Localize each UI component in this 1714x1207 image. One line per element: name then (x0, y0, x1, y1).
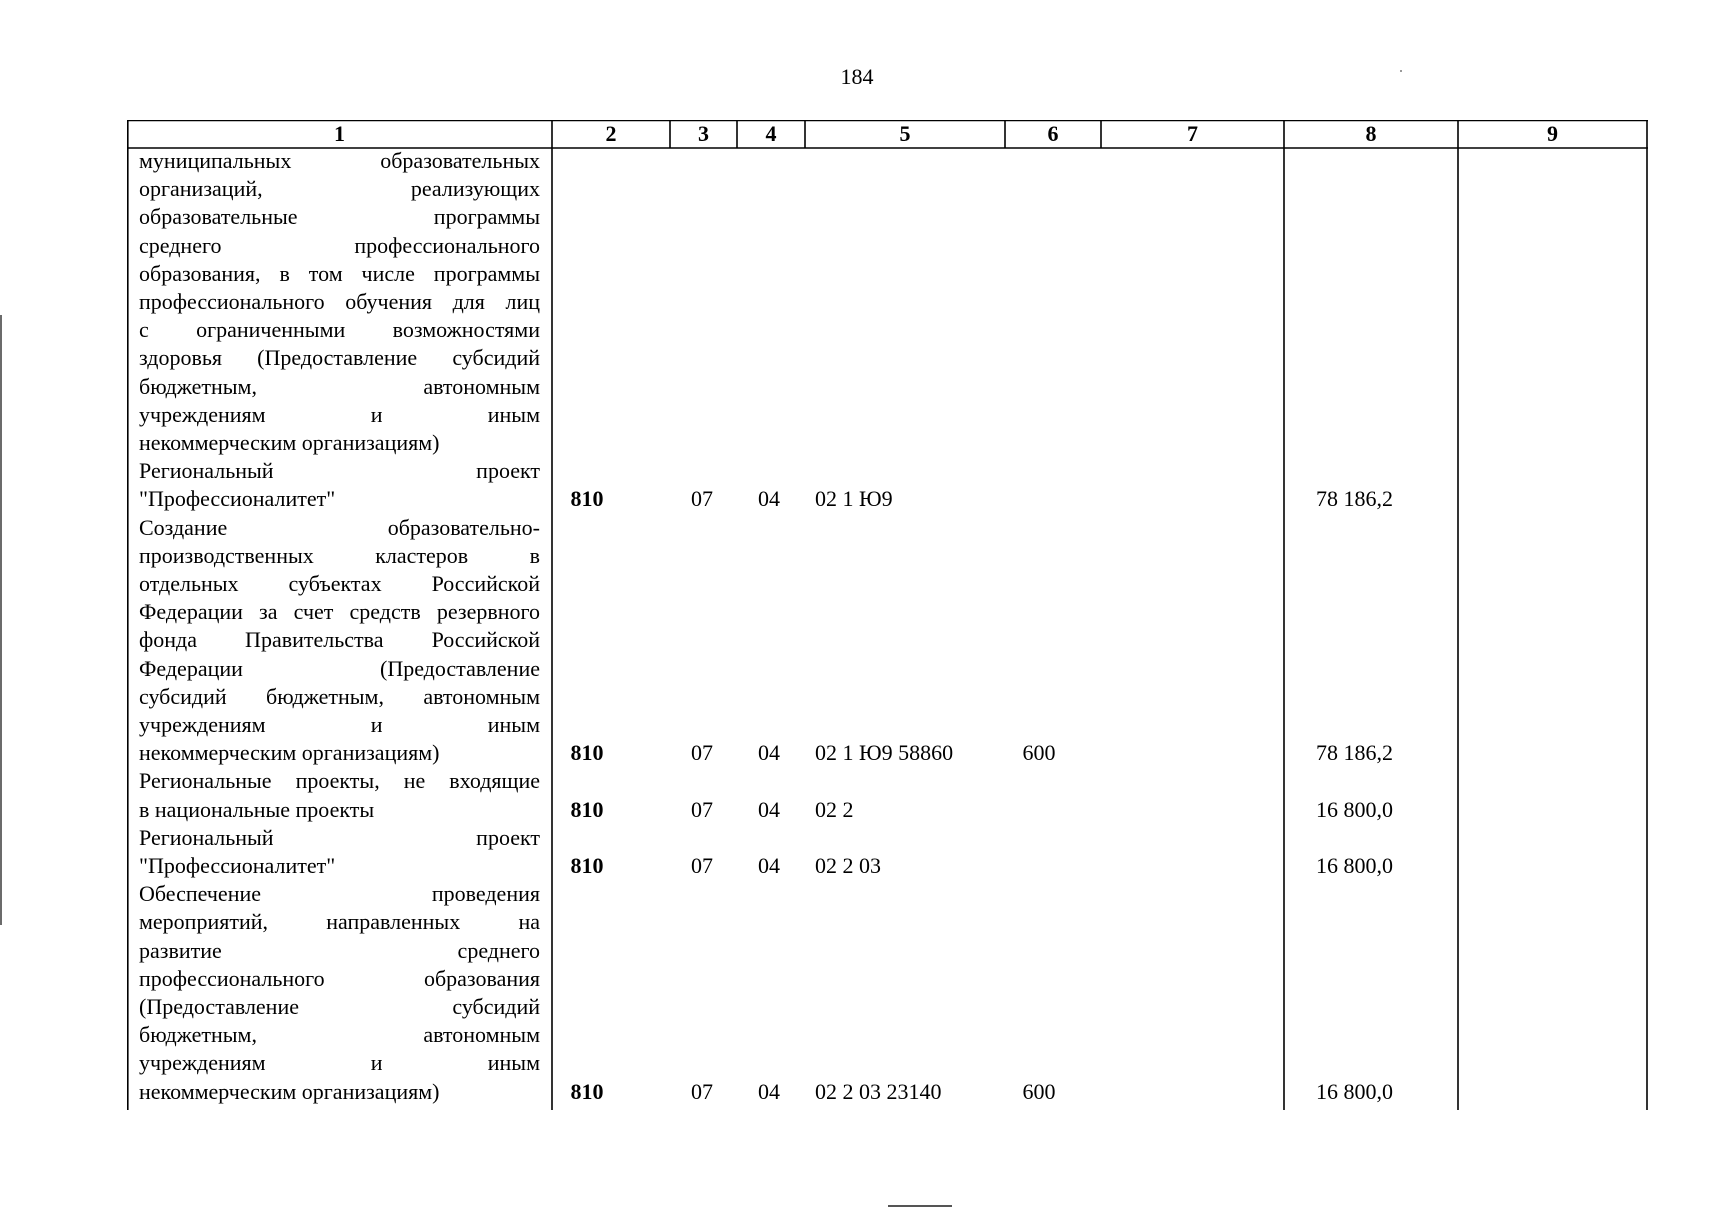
row-name-line: с ограниченными возможностями (139, 317, 540, 343)
row-name-line: производственных кластеров в (139, 542, 540, 568)
row-section-code: 07 (691, 1078, 713, 1104)
row-name-line: Федерации за счет средств резервного (139, 599, 540, 625)
row-name-line: Федерации (Предоставление (139, 655, 540, 681)
row-name-line: Создание образовательно- (139, 514, 540, 540)
row-amount: 78 186,2 (1316, 486, 1393, 512)
row-ved-code: 810 (570, 486, 604, 512)
row-name-line: фонда Правительства Российской (139, 627, 540, 653)
header-col-2: 2 (605, 121, 617, 146)
row-subsection-code: 04 (758, 740, 780, 766)
header-col-3: 3 (698, 121, 709, 146)
row-ved-code: 810 (570, 740, 604, 766)
row-subsection-code: 04 (758, 1078, 780, 1104)
row-ved-code: 810 (570, 853, 604, 878)
row-name-line: в национальные проекты (139, 796, 375, 822)
row-expense-type: 600 (1022, 740, 1056, 766)
row-amount: 16 800,0 (1316, 1078, 1393, 1104)
row-subsection-code: 04 (758, 486, 780, 512)
row-name-line: некоммерческим организациям) (139, 740, 440, 766)
row-target-article: 02 2 (815, 796, 854, 822)
row-name-line: "Профессионалитет" (139, 486, 336, 512)
row-ved-code: 810 (570, 796, 604, 822)
row-ved-code: 810 (570, 1078, 604, 1104)
header-col-7: 7 (1187, 121, 1198, 146)
row-name-line: профессионального образования (139, 965, 540, 991)
row-section-code: 07 (691, 740, 713, 766)
row-name-line: Региональный проект (139, 824, 540, 850)
row-name-line: бюджетным, автономным (139, 373, 540, 399)
header-col-5: 5 (899, 121, 911, 146)
row-name-line: учреждениям и иным (139, 712, 540, 737)
row-name-line: Обеспечение проведения (139, 881, 540, 907)
row-name-line: "Профессионалитет" (139, 853, 336, 878)
row-name-line: учреждениям и иным (139, 401, 540, 427)
row-name-line: субсидий бюджетным, автономным (139, 683, 540, 709)
row-name-line: некоммерческим организациям) (139, 1078, 440, 1104)
row-name-line: учреждениям и иным (139, 1050, 540, 1076)
row-name-line: мероприятий, направленных на (139, 909, 540, 935)
scan-edge-mark (0, 315, 2, 925)
row-name-line: развитие среднего (139, 937, 540, 963)
row-section-code: 07 (691, 486, 713, 512)
row-section-code: 07 (691, 853, 713, 878)
row-name-line: образовательные программы (139, 204, 540, 230)
header-col-4: 4 (765, 121, 777, 146)
row-expense-type: 600 (1022, 1078, 1056, 1104)
row-name-line: (Предоставление субсидий (139, 994, 540, 1019)
row-section-code: 07 (691, 796, 713, 822)
row-amount: 78 186,2 (1316, 740, 1393, 766)
row-target-article: 02 1 Ю9 58860 (815, 740, 954, 766)
header-col-6: 6 (1047, 121, 1059, 146)
row-name-line: некоммерческим организациям) (139, 430, 440, 455)
row-name-line: профессионального обучения для лиц (139, 289, 540, 314)
header-col-8: 8 (1365, 121, 1377, 146)
row-name-line: муниципальных образовательных (139, 148, 540, 173)
row-target-article: 02 2 03 23140 (815, 1078, 942, 1104)
row-name-line: Региональные проекты, не входящие (139, 768, 540, 794)
row-name-line: образования, в том числе программы (139, 260, 540, 286)
row-name-line: бюджетным, автономным (139, 1022, 540, 1048)
header-col-9: 9 (1547, 121, 1558, 146)
header-col-1: 1 (334, 121, 345, 146)
row-subsection-code: 04 (758, 796, 780, 822)
page-number: 184 (840, 64, 874, 89)
budget-table (127, 120, 1648, 1110)
row-name-line: отдельных субъектах Российской (139, 571, 540, 596)
row-target-article: 02 2 03 (815, 853, 881, 878)
row-name-line: Региональный проект (139, 458, 540, 484)
row-target-article: 02 1 Ю9 (815, 486, 893, 512)
row-name-line: здоровья (Предоставление субсидий (139, 345, 540, 371)
scan-speck (1400, 70, 1402, 72)
row-amount: 16 800,0 (1316, 796, 1393, 822)
row-name-line: организаций, реализующих (139, 176, 540, 202)
row-name-line: среднего профессионального (139, 232, 540, 258)
row-subsection-code: 04 (758, 853, 780, 878)
row-amount: 16 800,0 (1316, 853, 1393, 878)
